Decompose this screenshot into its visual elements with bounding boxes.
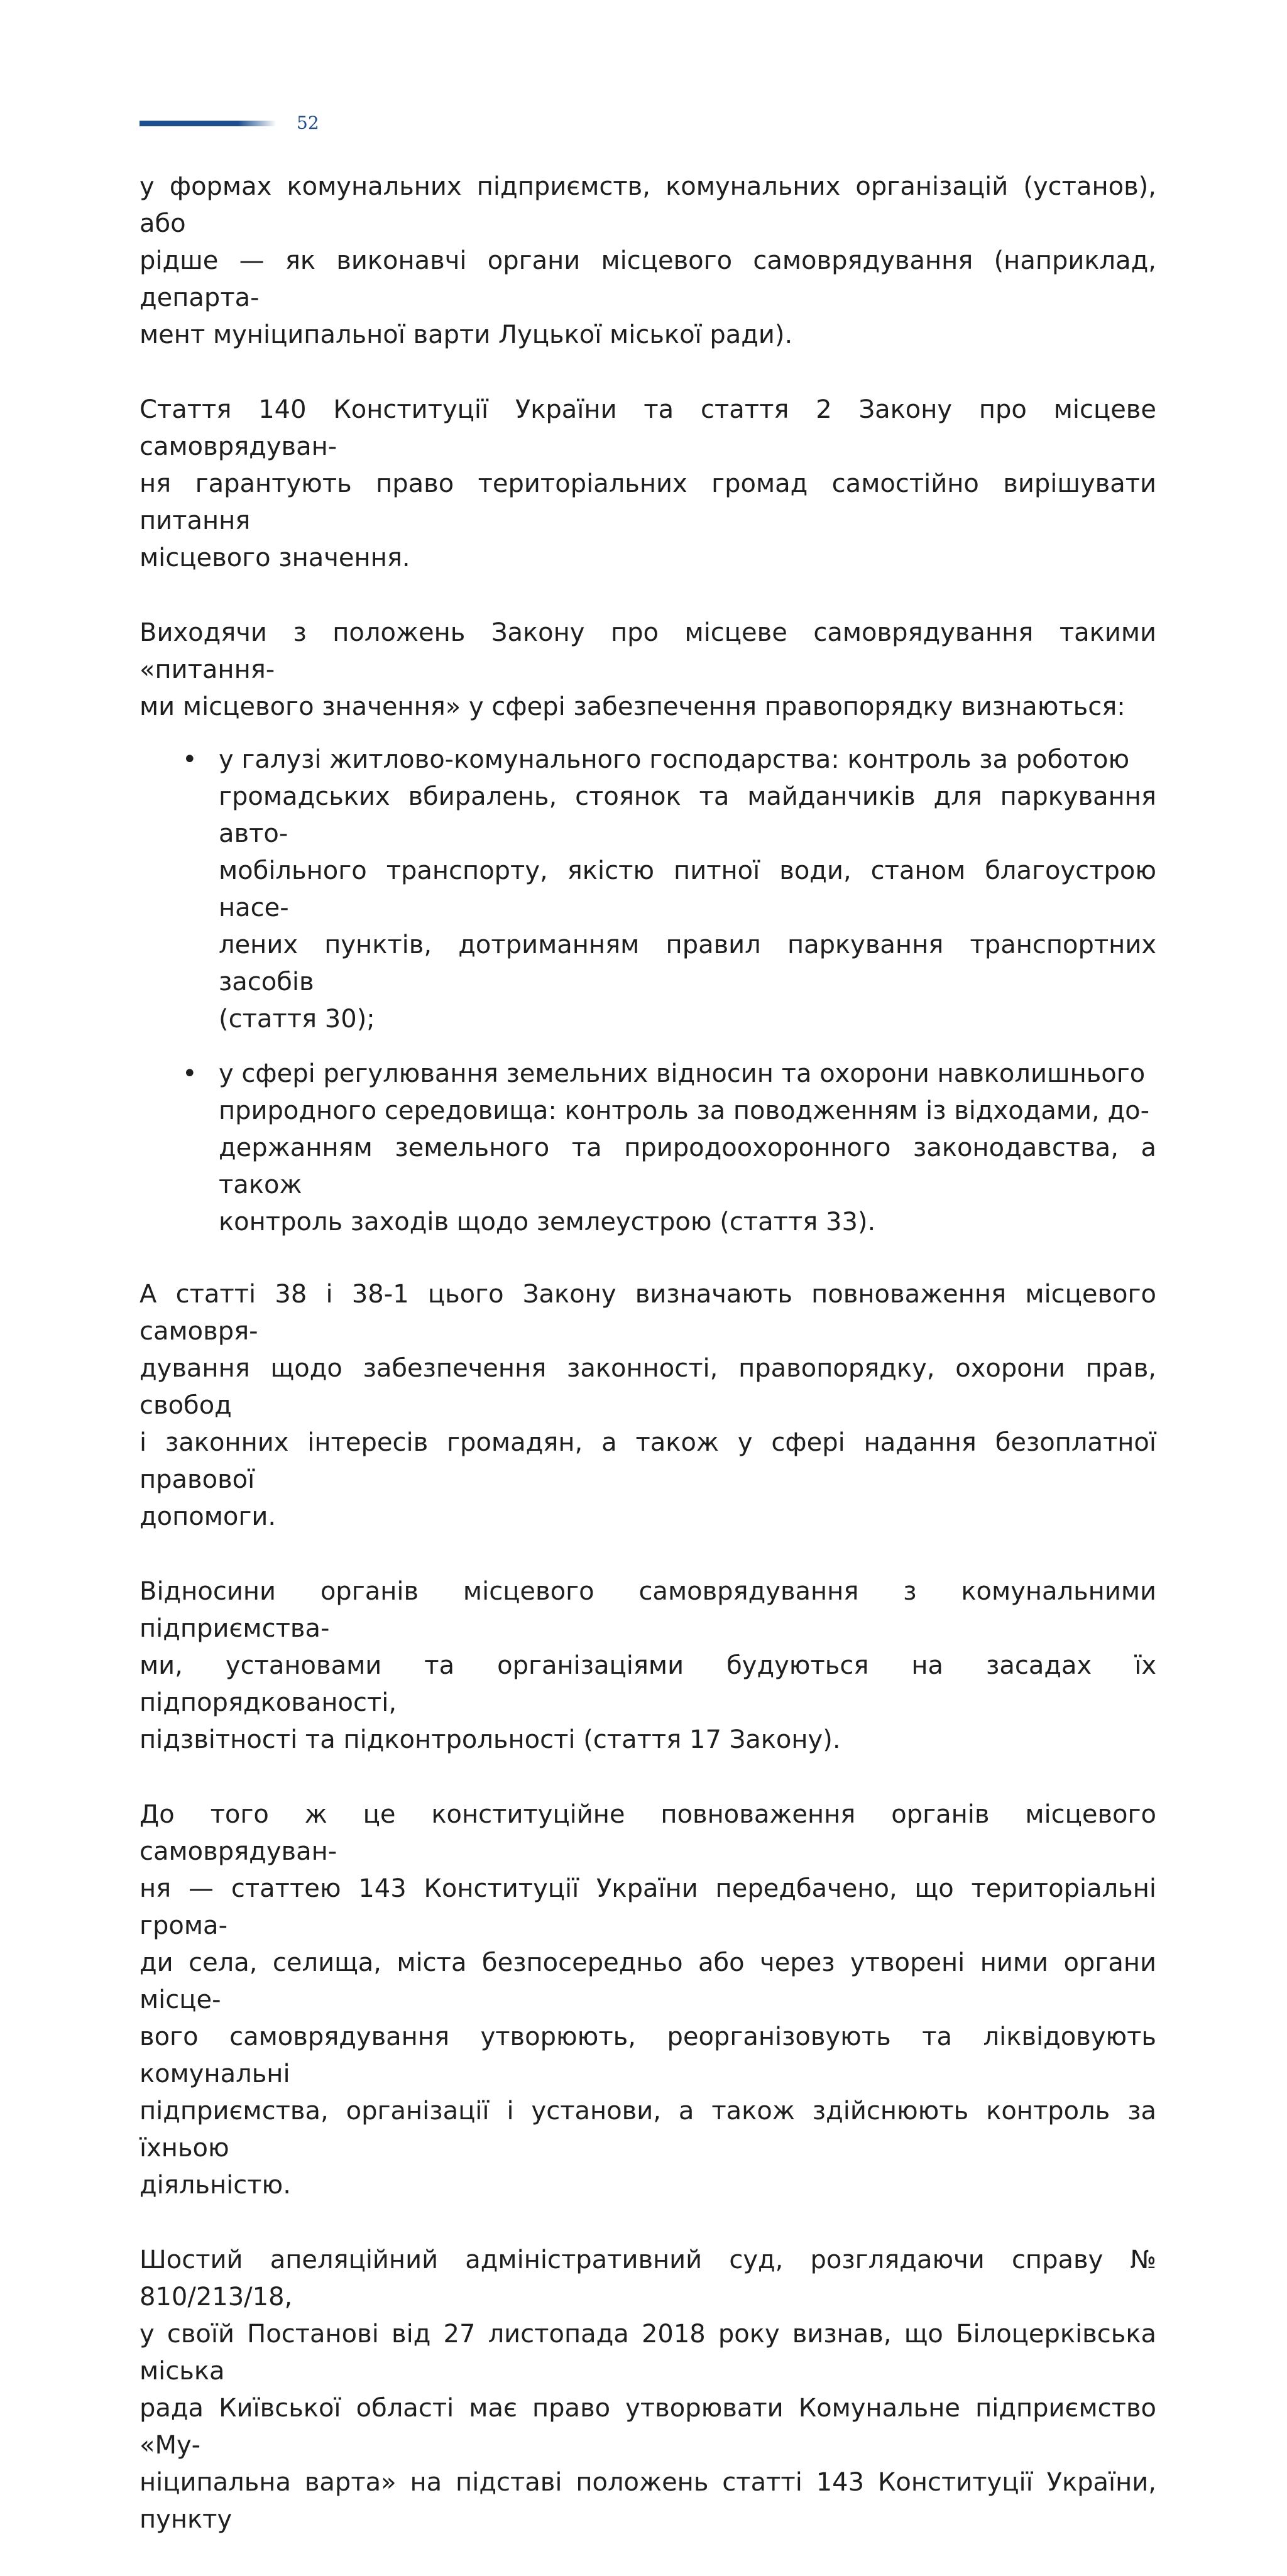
list-item-text: у галузі житлово-комунального господарства: контроль за роботою громадських вбиралень, стоянок та майданчиків для паркування авто- мобільного транспорту, якістю питної води, станом благоустрою насе- лених пунктів, дотриманням правил паркування транспортних засобів (стаття 30); — [219, 745, 1156, 1034]
paragraph-3: Виходячи з положень Закону про місцеве самоврядування такими «питання- ми місцевого значення» у сфері забезпечення правопорядку визнаються: — [140, 618, 1156, 721]
page-header — [140, 112, 347, 137]
paragraph-1: у формах комунальних підприємств, комунальних організацій (установ), або рідше — як виконавчі органи місцевого самоврядування (наприклад, департа- мент муніципальної варти Луцької міської ради). — [140, 172, 1156, 349]
bullet-marker: • — [182, 1059, 197, 1088]
header-accent-rule — [140, 121, 277, 126]
page-number: 52 — [297, 112, 319, 133]
list-item — [140, 741, 1156, 1038]
bullet-marker: • — [182, 745, 197, 774]
paragraph-7: Шостий апеляційний адміністративний суд, розглядаючи справу № 810/213/18, у своїй Постанові від 27 листопада 2018 року визнав, що Білоцерківська міська рада Київської області має право утворювати Комунальне підприємство «Му- ніципальна варта» на підставі положень статті 143 Конституції України, пункту — [140, 2246, 1156, 2534]
paragraph-5: Відносини органів місцевого самоврядування з комунальними підприємства- ми, установами та організаціями будуються на засадах їх підпорядкованості, підзвітності та підконтрольності (стаття 17 Закону). — [140, 1577, 1156, 1754]
document-body — [140, 168, 1156, 2576]
paragraph-4: А статті 38 і 38-1 цього Закону визначають повноваження місцевого самовря- дування щодо забезпечення законності, правопорядку, охорони прав, свобод і законних інтересів громадян, а також у сфері надання безоплатної правової допомоги. — [140, 1280, 1156, 1531]
bullet-list — [140, 741, 1156, 1241]
list-item — [140, 1056, 1156, 1241]
paragraph-2: Стаття 140 Конституції України та стаття 2 Закону про місцеве самоврядуван- ня гарантують право територіальних громад самостійно вирішувати питання місцевого значення. — [140, 395, 1156, 572]
list-item-text: у сфері регулювання земельних відносин та охорони навколишнього природного середовища: контроль за поводженням із відходами, до- держанням земельного та природоохоронного законодавства, а також контроль заходів щодо землеустрою (стаття 33). — [219, 1059, 1156, 1236]
paragraph-6: До того ж це конституційне повноваження органів місцевого самоврядуван- ня — статтею 143 Конституції України передбачено, що територіальні грома- ди села, селища, міста безпосередньо або через утворені ними органи місце- вого самоврядування утворюють, реорганізовують та ліквідовують комунальні підприємства, організації і установи, а також здійснюють контроль за їхньою діяльністю. — [140, 1800, 1156, 2200]
